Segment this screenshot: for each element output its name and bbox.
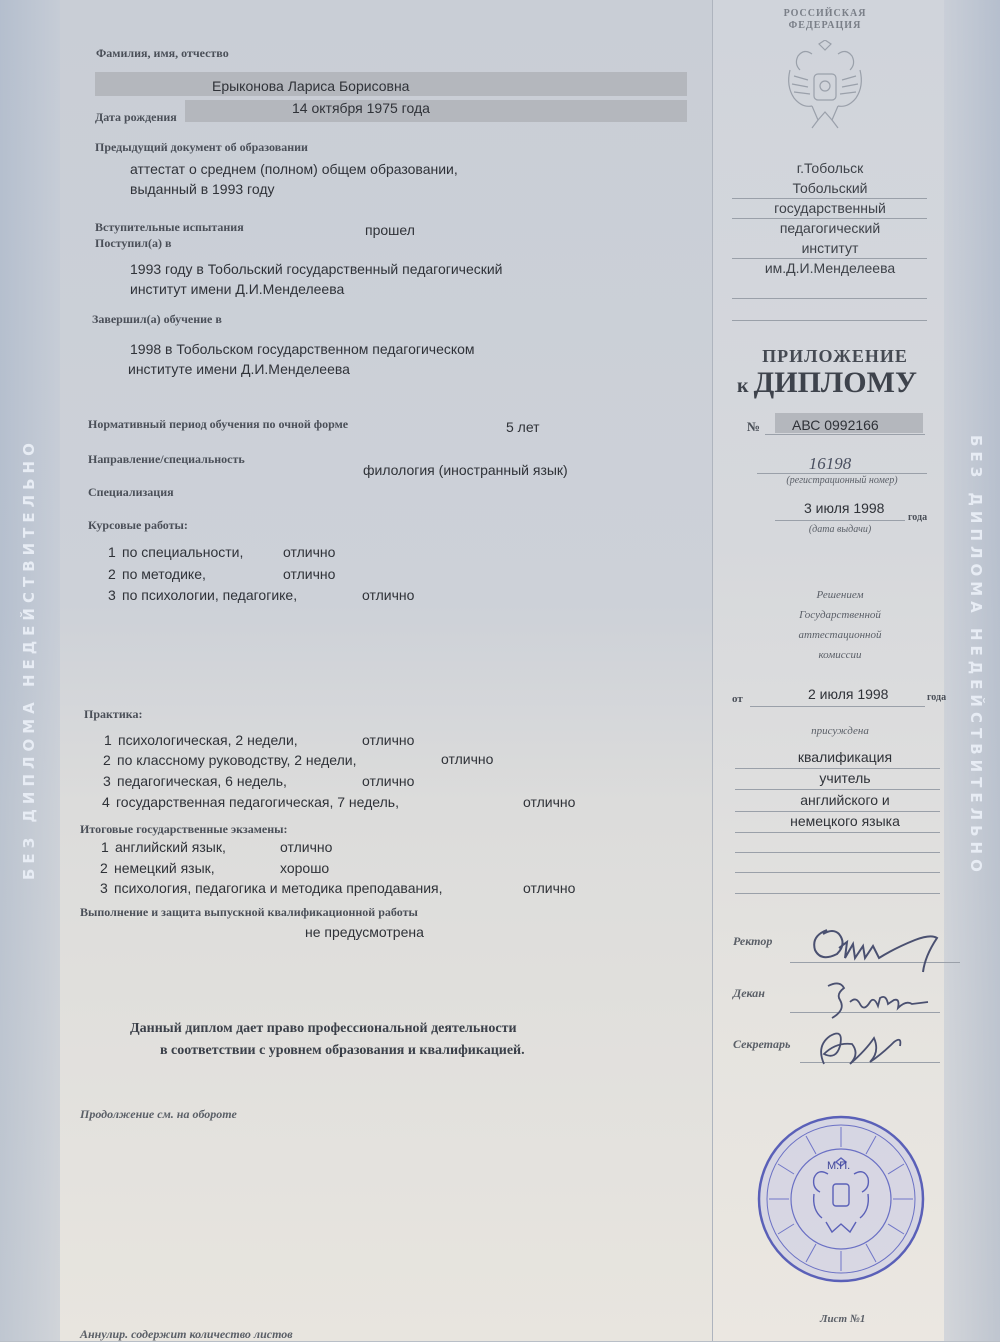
decision-line: Решением <box>816 589 864 601</box>
exam-name: психология, педагогика и методика преподавания, <box>114 880 443 896</box>
rule-line <box>732 198 927 199</box>
dob-highlight <box>185 100 687 122</box>
completed-label: Завершил(а) обучение в <box>92 312 222 326</box>
official-seal-icon <box>756 1114 926 1284</box>
entrance-value: прошел <box>365 222 415 238</box>
qualification-line: учитель <box>819 770 871 786</box>
practice-name: педагогическая, 6 недель, <box>117 773 287 789</box>
practice-name: по классному руководству, 2 недели, <box>117 752 357 768</box>
coursework-grade: отлично <box>283 566 336 582</box>
completed-line1: 1998 в Тобольском государственном педагогическом <box>130 341 475 357</box>
rector-label: Ректор <box>733 934 773 948</box>
period-label: Нормативный период обучения по очной форме <box>88 417 349 431</box>
dob-value: 14 октября 1975 года <box>292 100 430 116</box>
rule-line <box>732 218 927 219</box>
doc-title-line2: ДИПЛОМУ <box>753 366 917 399</box>
rule-line <box>735 789 940 790</box>
exams-label: Итоговые государственные экзамены: <box>80 822 288 836</box>
rule-line <box>735 811 940 812</box>
exam-num: 3 <box>100 880 108 896</box>
from-date: 2 июля 1998 <box>808 686 889 702</box>
period-value: 5 лет <box>506 419 540 435</box>
watermark-left: БЕЗ ДИПЛОМА НЕДЕЙСТВИТЕЛЬНО <box>20 438 38 880</box>
from-year-word: года <box>927 692 947 703</box>
secretary-signature-icon <box>810 1024 910 1074</box>
secretary-label: Секретарь <box>733 1037 791 1051</box>
doc-title-k: к <box>737 375 749 397</box>
coat-of-arms-icon <box>782 40 868 130</box>
watermark-right: БЕЗ ДИПЛОМА НЕДЕЙСТВИТЕЛЬНО <box>967 435 985 877</box>
coursework-name: по методике, <box>122 566 206 582</box>
specialty-value: филология (иностранный язык) <box>363 462 568 478</box>
rule-line <box>750 706 925 707</box>
rule-line <box>735 768 940 769</box>
specialization-label: Специализация <box>88 485 174 499</box>
fio-label: Фамилия, имя, отчество <box>96 46 229 60</box>
exam-name: немецкий язык, <box>114 860 215 876</box>
rule-line <box>735 852 940 853</box>
coursework-num: 2 <box>108 566 116 582</box>
footer-note: Аннулир. содержит количество листов <box>80 1327 293 1341</box>
rule-line <box>775 520 905 521</box>
sheet-label: Лист №1 <box>820 1313 866 1325</box>
institution-line: государственный <box>774 200 886 216</box>
reg-label: (регистрационный номер) <box>786 475 898 486</box>
issue-label: (дата выдачи) <box>808 524 872 535</box>
practice-num: 1 <box>104 732 112 748</box>
dean-label: Декан <box>733 986 765 1000</box>
rule-line <box>732 320 927 321</box>
institution-line: Тобольский <box>792 180 868 196</box>
qualification-line: английского и <box>800 792 890 808</box>
institution-line: г.Тобольск <box>796 160 864 176</box>
institution-line: институт <box>801 240 859 256</box>
country-line1: РОССИЙСКАЯ <box>783 8 867 19</box>
continued-note: Продолжение см. на обороте <box>80 1107 237 1121</box>
country-line2: ФЕДЕРАЦИЯ <box>788 20 862 31</box>
institution-line: им.Д.И.Менделеева <box>764 260 896 276</box>
qualification-line: квалификация <box>797 749 893 765</box>
rule-line <box>765 434 925 435</box>
enrolled-line2: институт имени Д.И.Менделеева <box>130 281 345 297</box>
coursework-grade: отлично <box>283 544 336 560</box>
reg-number: 16198 <box>808 454 852 473</box>
issue-date: 3 июля 1998 <box>804 500 885 516</box>
seal-mp: М.П. <box>827 1160 851 1172</box>
institution-line: педагогический <box>779 220 881 236</box>
rule-line <box>732 258 927 259</box>
rule-line <box>735 872 940 873</box>
specialty-label: Направление/специальность <box>88 452 245 466</box>
exam-num: 1 <box>101 839 109 855</box>
rights-line2: в соответствии с уровнем образования и квалификацией. <box>160 1043 525 1058</box>
rule-line <box>735 832 940 833</box>
practice-num: 2 <box>103 752 111 768</box>
coursework-grade: отлично <box>362 587 415 603</box>
coursework-label: Курсовые работы: <box>88 518 188 532</box>
decision-line: комиссии <box>818 649 862 661</box>
dob-label: Дата рождения <box>95 110 177 124</box>
enrolled-label: Поступил(а) в <box>95 236 172 250</box>
qualification-line: немецкого языка <box>790 813 900 829</box>
rights-line1: Данный диплом дает право профессиональной деятельности <box>130 1021 517 1036</box>
practice-grade: отлично <box>441 751 494 767</box>
awarded-label: присуждена <box>811 725 869 737</box>
rule-line <box>732 298 927 299</box>
practice-grade: отлично <box>523 794 576 810</box>
practice-label: Практика: <box>84 707 143 721</box>
thesis-value: не предусмотрена <box>305 924 424 940</box>
exam-grade: отлично <box>523 880 576 896</box>
decision-line: Государственной <box>799 609 881 621</box>
number-value: АВС 0992166 <box>792 417 879 433</box>
rector-signature-icon <box>805 918 945 974</box>
rule-line <box>735 893 940 894</box>
thesis-label: Выполнение и защита выпускной квалификационной работы <box>80 905 418 919</box>
from-label: от <box>732 693 743 705</box>
decision-line: аттестационной <box>798 629 882 641</box>
exam-num: 2 <box>100 860 108 876</box>
prev-doc-label: Предыдущий документ об образовании <box>95 140 308 154</box>
prev-doc-line2: выданный в 1993 году <box>130 181 275 197</box>
coursework-num: 3 <box>108 587 116 603</box>
fio-value: Ерыконова Лариса Борисовна <box>212 78 410 94</box>
doc-title-line1: ПРИЛОЖЕНИЕ <box>762 346 908 366</box>
practice-num: 4 <box>102 794 110 810</box>
coursework-name: по специальности, <box>122 544 244 560</box>
practice-grade: отлично <box>362 773 415 789</box>
exam-grade: хорошо <box>280 860 330 876</box>
practice-grade: отлично <box>362 732 415 748</box>
completed-line2: институте имени Д.И.Менделеева <box>128 361 350 377</box>
enrolled-line1: 1993 году в Тобольский государственный педагогический <box>130 261 503 277</box>
exam-grade: отлично <box>280 839 333 855</box>
rule-line <box>757 473 927 474</box>
doc-title-line2-wrap <box>737 366 917 400</box>
practice-name: психологическая, 2 недели, <box>118 732 298 748</box>
prev-doc-line1: аттестат о среднем (полном) общем образовании, <box>130 161 458 177</box>
coursework-num: 1 <box>108 544 116 560</box>
issue-year-word: года <box>908 512 928 523</box>
practice-num: 3 <box>103 773 111 789</box>
entrance-label: Вступительные испытания <box>95 220 244 234</box>
exam-name: английский язык, <box>115 839 226 855</box>
coursework-name: по психологии, педагогике, <box>122 587 298 603</box>
number-prefix: № <box>747 419 761 434</box>
practice-name: государственная педагогическая, 7 недель, <box>116 794 399 810</box>
dean-signature-icon <box>820 978 930 1022</box>
